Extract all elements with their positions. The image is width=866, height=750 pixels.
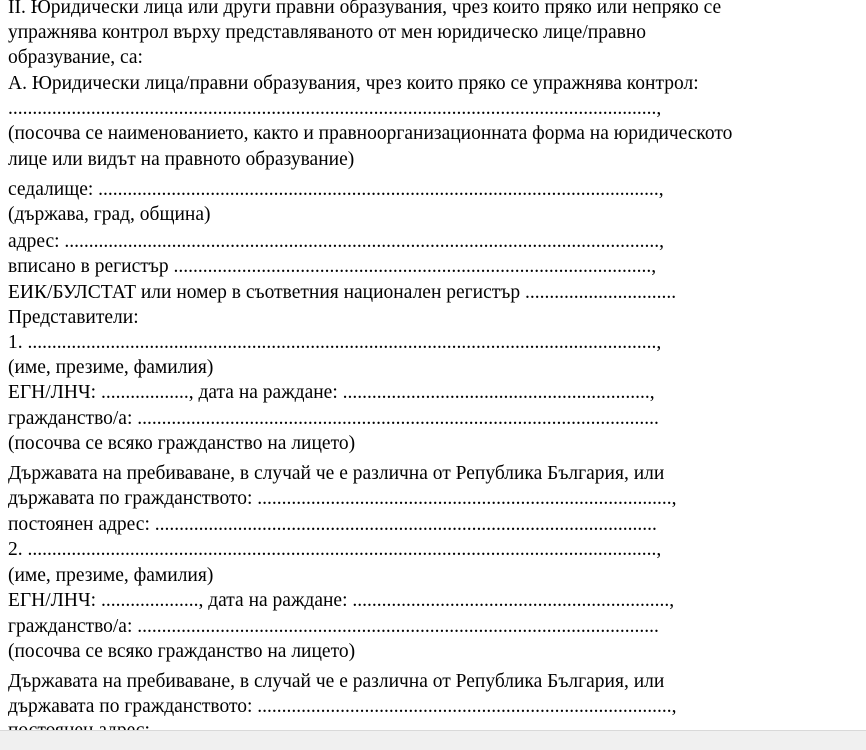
representative-2-citizenship-hint: (посочва се всяко гражданство на лицето) [8,641,356,662]
horizontal-scrollbar[interactable] [0,730,866,750]
representative-1-citizenship-field: гражданство/а: ........................................................................................................... [8,408,659,429]
document-page [8,0,838,730]
representative-2-egn-birthdate-field: ЕГН/ЛНЧ: ...................., дата на раждане: ................................................................., [8,590,675,611]
representative-2-name-hint: (име, презиме, фамилия) [8,565,214,586]
representative-2-name-field: 2. ................................................................................................................................., [8,539,662,560]
registered-office-field: седалище: ..................................................................................................................., [8,179,664,200]
entity-name-hint-line-1: (посочва се наименованието, както и правноорганизационната форма на юридическото [8,123,733,144]
representative-2-citizenship-field: гражданство/а: ........................................................................................................... [8,616,659,637]
registered-office-hint: (държава, град, община) [8,204,211,225]
subsection-a-heading: А. Юридически лица/правни образувания, чрез които пряко се упражнява контрол: [8,73,699,94]
representative-1-egn-birthdate-field: ЕГН/ЛНЧ: .................., дата на раждане: ..............................................................., [8,382,655,403]
representative-1-permanent-address-field: постоянен адрес: ....................................................................................................... [8,514,657,535]
address-field: адрес: .........................................................................................................................., [8,231,665,252]
eik-bulstat-field: ЕИК/БУЛСТАТ или номер в съответния национален регистър ............................... [8,282,677,303]
entity-name-fill-line: ....................................................................................................................................., [8,98,662,119]
representative-2-residence-line-2: държавата по гражданството: ....................................................................................., [8,696,677,717]
representatives-heading: Представители: [8,307,139,328]
entity-name-hint-line-2: лице или видът на правното образувание) [8,149,355,170]
section-heading-line-2: упражнява контрол върху представляваното от мен юридическо лице/правно [8,22,646,43]
representative-1-name-field: 1. ................................................................................................................................., [8,332,662,353]
representative-2-residence-line-1: Държавата на пребиваване, в случай че е различна от Република България, или [8,671,665,692]
representative-1-name-hint: (име, презиме, фамилия) [8,357,214,378]
representative-1-residence-line-1: Държавата на пребиваване, в случай че е различна от Република България, или [8,463,665,484]
section-heading-line-1: II. Юридически лица или други правни образувания, чрез които пряко или непряко се [8,0,722,18]
representative-1-citizenship-hint: (посочва се всяко гражданство на лицето) [8,433,356,454]
representative-1-residence-line-2: държавата по гражданството: ....................................................................................., [8,488,677,509]
register-field: вписано в регистър .................................................................................................., [8,256,657,277]
section-heading-line-3: образувание, са: [8,47,143,68]
